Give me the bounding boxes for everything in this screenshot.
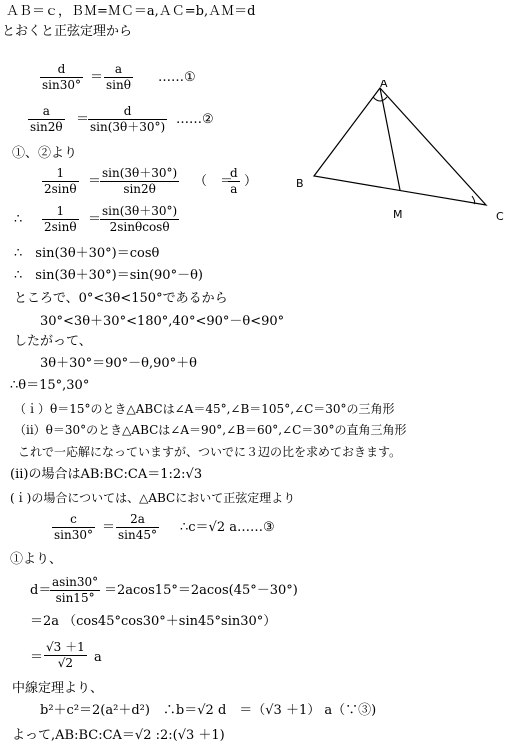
numerator: sin(3θ＋30°): [102, 166, 178, 180]
angle-arc-a: [373, 97, 387, 101]
median-am: [380, 88, 400, 190]
line-range: 30°<3θ＋30°<180°,40°<90°－θ<90°: [40, 314, 285, 329]
equals-sign: ＝: [76, 112, 90, 127]
denominator: sin2θ: [123, 182, 156, 196]
line-final-ratio: よって,AB:BC:CA＝√2 :2:(√3 ＋1): [12, 728, 225, 743]
fraction-1-over-2sintheta: [42, 204, 79, 235]
triangle-figure: [290, 80, 512, 230]
line-c-result: ∴c＝√2 a……③: [180, 520, 275, 535]
label-a: A: [380, 80, 388, 90]
line-median-theorem: 中線定理より、: [12, 681, 104, 696]
numerator: d: [123, 104, 132, 118]
numerator: √3 ＋1: [46, 640, 85, 654]
numerator: asin30°: [52, 575, 99, 589]
fraction-1-over-2sintheta: [42, 166, 79, 197]
line-d-expansion: ＝2acos15°＝2acos(45°－30°): [104, 583, 298, 598]
numerator: sin(3θ＋30°): [102, 204, 178, 218]
denominator: √2: [57, 656, 73, 670]
fraction-sin3theta-over-sin2theta: [100, 166, 179, 197]
denominator: sin(3θ＋30°): [90, 120, 166, 134]
line-from-1-2: ①、②より: [12, 146, 78, 161]
line-d-addition-formula: ＝2a （cos45°cos30°＋sin45°sin30°）: [30, 614, 277, 629]
variable-a: a: [94, 650, 102, 665]
equals-sign: ＝: [102, 520, 116, 535]
therefore-symbol: ∴: [14, 212, 23, 227]
equals-sign: ＝: [90, 70, 104, 85]
denominator: 2sinθcosθ: [109, 220, 170, 234]
line-theta-solution: ∴θ＝15°,30°: [10, 378, 90, 393]
line-therefore-intro: したがって、: [14, 334, 92, 349]
line-case-i-intro: (ｉ)の場合については、△ABCにおいて正弦定理より: [10, 491, 296, 505]
fraction-2a-over-sin45: [116, 512, 159, 543]
d-equals: d＝: [30, 583, 52, 598]
line-sin-eq-sin: ∴ sin(3θ＋30°)＝sin(90°－θ): [14, 268, 203, 283]
fraction-a-over-sintheta: [104, 62, 133, 93]
equals-sign: ＝: [88, 174, 102, 189]
denominator: 2sinθ: [44, 182, 77, 196]
denominator: sin2θ: [30, 120, 63, 134]
fraction-asin30-over-sin15: [50, 575, 100, 606]
denominator: sinθ: [106, 78, 131, 92]
equation-mark-2: ……②: [176, 112, 214, 127]
line-equation-cases: 3θ＋30°＝90°－θ,90°＋θ: [40, 356, 198, 371]
label-m: M: [393, 208, 403, 221]
fraction-sin3theta-over-2sincos: [100, 204, 179, 235]
denominator: 2sinθ: [44, 220, 77, 234]
numerator: 2a: [130, 512, 145, 526]
equation-mark-1: ……①: [158, 70, 196, 85]
line-note: これで一応解になっていますが、ついでに３辺の比を求めておきます。: [18, 445, 402, 459]
line-ratio-ii: (ii)の場合はAB:BC:CA＝1:2:√3: [10, 467, 203, 482]
denominator: sin30°: [54, 528, 93, 542]
denominator: sin30°: [42, 78, 81, 92]
equals-sign: ＝: [88, 212, 102, 227]
fraction-root3-plus1-over-root2: [44, 640, 87, 671]
line-sin-eq-cos: ∴ sin(3θ＋30°)＝cosθ: [14, 246, 160, 261]
fraction-c-over-sin30: [52, 512, 95, 543]
denominator: a: [230, 182, 238, 196]
line-case-ii: （ii）θ＝30°のとき△ABCは∠A＝90°,∠B＝60°,∠C＝30°の直角三角形: [14, 423, 407, 437]
numerator: 1: [56, 166, 65, 180]
numerator: c: [70, 512, 77, 526]
denominator: sin45°: [118, 528, 157, 542]
line-range-intro: ところで、0°<3θ<150°であるから: [14, 291, 228, 306]
line-from-1: ①より、: [10, 552, 63, 567]
line-median-result: b²＋c²＝2(a²＋d²) ∴b＝√2 d ＝（√3 ＋1） a（∵③): [40, 703, 377, 718]
numerator: d: [230, 166, 238, 180]
label-c: C: [496, 210, 504, 223]
line-definitions: ＡＢ＝ｃ，ＢＭ=ＭＣ＝a,ＡＣ=b,ＡＭ＝d: [6, 4, 256, 19]
fraction-d-over-a: [228, 166, 240, 197]
fraction-d-over-sin3theta: [88, 104, 167, 135]
line-case-i: （ｉ）θ＝15°のとき△ABCは∠A＝45°,∠B＝105°,∠C＝30°の三角形: [14, 402, 395, 416]
fraction-d-over-sin30: [40, 62, 83, 93]
paren-close: ）: [244, 174, 258, 189]
label-b: B: [296, 177, 304, 190]
numerator: a: [42, 104, 50, 118]
denominator: sin15°: [55, 591, 95, 605]
numerator: 1: [56, 204, 65, 218]
line-sine-rule-intro: とおくと正弦定理から: [2, 24, 133, 39]
numerator: d: [57, 62, 66, 76]
numerator: a: [114, 62, 123, 76]
paren-open: （ ＝: [194, 174, 234, 189]
equals-sign: ＝: [30, 650, 44, 665]
fraction-a-over-sin2theta: [28, 104, 65, 135]
